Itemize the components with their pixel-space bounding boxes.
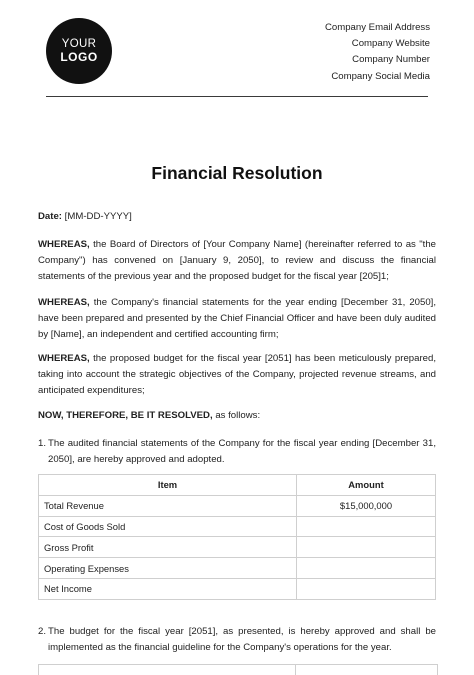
company-website: Company Website bbox=[351, 38, 430, 50]
whereas-lead: WHEREAS, bbox=[38, 297, 90, 308]
row-item: Cost of Goods Sold bbox=[39, 516, 297, 537]
row-item: Gross Profit bbox=[39, 537, 297, 558]
resolved-text: as follows: bbox=[215, 410, 261, 421]
table-column-divider bbox=[295, 665, 296, 675]
row-item: Operating Expenses bbox=[39, 558, 297, 579]
whereas-text: the proposed budget for the fiscal year [2051] has been meticulously prepared, taking into account the strategic objectives of the Company, projected revenue streams, and anticipated expenditures; bbox=[38, 353, 436, 396]
row-item: Total Revenue bbox=[39, 495, 297, 516]
whereas-text: the Company's financial statements for the year ending [December 31, 2050], have been prepared and presented by the Chief Financial Officer and have been duly audited by [Name], an independent and certified accounting firm; bbox=[38, 297, 436, 340]
table-header-row bbox=[39, 475, 436, 496]
logo-line-1: YOUR bbox=[61, 38, 97, 50]
financial-table bbox=[38, 474, 436, 600]
table-row bbox=[39, 516, 436, 537]
row-item: Net Income bbox=[39, 578, 297, 599]
document-title: Financial Resolution bbox=[151, 163, 323, 183]
header-divider bbox=[46, 96, 428, 97]
company-number: Company Number bbox=[352, 54, 430, 66]
row-amount bbox=[297, 516, 436, 537]
table-row bbox=[39, 558, 436, 579]
column-header-item: Item bbox=[39, 475, 297, 496]
whereas-lead: WHEREAS, bbox=[38, 239, 90, 250]
whereas-lead: WHEREAS, bbox=[38, 353, 90, 364]
row-amount bbox=[297, 558, 436, 579]
item-text: The budget for the fiscal year [2051], as presented, is hereby approved and shall be implemented as the financial guideline for the Company's operations for the year. bbox=[48, 626, 436, 653]
item-number: 2. bbox=[38, 626, 47, 637]
resolved-line bbox=[38, 408, 436, 424]
table-row bbox=[39, 537, 436, 558]
date-label: Date: bbox=[38, 211, 62, 222]
item-number: 1. bbox=[38, 438, 47, 449]
logo-line-2: LOGO bbox=[60, 50, 98, 64]
row-amount bbox=[297, 537, 436, 558]
company-logo bbox=[46, 18, 112, 84]
whereas-clause-3 bbox=[38, 351, 436, 398]
row-amount: $15,000,000 bbox=[297, 495, 436, 516]
column-header-amount: Amount bbox=[297, 475, 436, 496]
company-email: Company Email Address bbox=[324, 22, 430, 33]
whereas-clause-2 bbox=[38, 295, 436, 342]
table-row bbox=[39, 578, 436, 599]
whereas-text: the Board of Directors of [Your Company Name] (hereinafter referred to as "the Company") has convened on [January 9, 2050], to review and discuss the financial statements of the previous year and the proposed budget for the fiscal year [205]1; bbox=[38, 239, 436, 282]
date-line bbox=[38, 209, 436, 225]
row-amount bbox=[297, 578, 436, 599]
table-row bbox=[39, 495, 436, 516]
whereas-clause-1 bbox=[38, 237, 436, 284]
date-value: [MM-DD-YYYY] bbox=[64, 211, 132, 222]
contact-block bbox=[325, 20, 430, 85]
company-social: Company Social Media bbox=[331, 70, 430, 82]
resolution-item-1 bbox=[38, 436, 436, 468]
item-text: The audited financial statements of the Company for the fiscal year ending [December 31, 2050], are hereby approved and adopted. bbox=[48, 438, 436, 465]
resolution-item-2 bbox=[38, 624, 436, 656]
second-table-top bbox=[38, 664, 438, 675]
resolved-lead: NOW, THEREFORE, BE IT RESOLVED, bbox=[38, 410, 213, 421]
